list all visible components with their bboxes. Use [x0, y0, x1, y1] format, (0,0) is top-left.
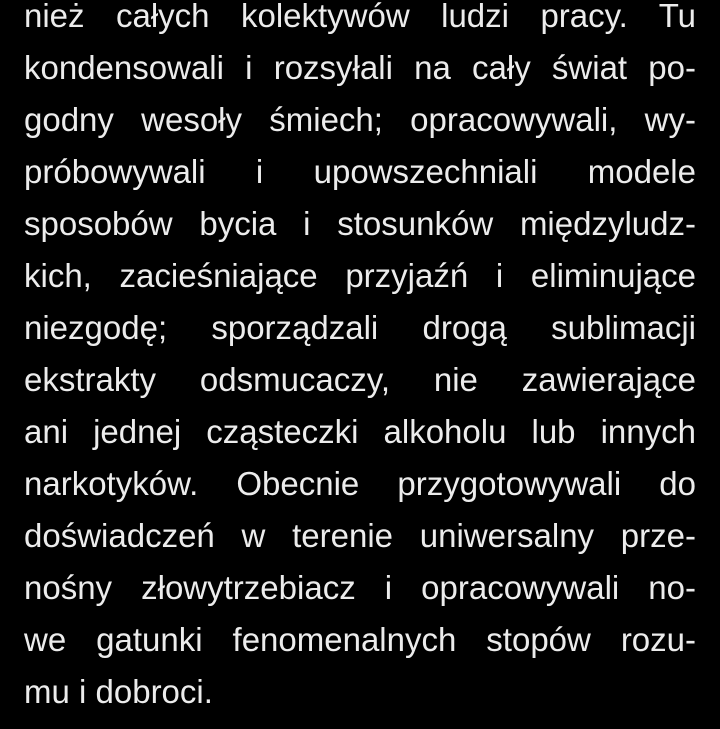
text-line: sposobów bycia i stosunków międzyludz-: [24, 205, 696, 242]
text-line: godny wesoły śmiech; opracowywali, wy-: [24, 101, 696, 138]
text-line: niezgodę; sporządzali drogą sublimacji: [24, 309, 696, 346]
text-line: doświadczeń w terenie uniwersalny prze-: [24, 517, 696, 554]
text-line: nież całych kolektywów ludzi pracy. Tu: [24, 0, 696, 34]
text-line: kondensowali i rozsyłali na cały świat po-: [24, 49, 696, 86]
text-line: ekstrakty odsmucaczy, nie zawierające: [24, 361, 696, 398]
text-line: mu i dobroci.: [24, 673, 213, 710]
text-line: we gatunki fenomenalnych stopów rozu-: [24, 621, 696, 658]
body-text: [24, 0, 696, 718]
text-line: nośny złowytrzebiacz i opracowywali no-: [24, 569, 696, 606]
text-line: kich, zacieśniające przyjaźń i eliminujące: [24, 257, 696, 294]
text-line: próbowywali i upowszechniali modele: [24, 153, 696, 190]
text-line: ani jednej cząsteczki alkoholu lub innych: [24, 413, 696, 450]
text-line: narkotyków. Obecnie przygotowywali do: [24, 465, 696, 502]
